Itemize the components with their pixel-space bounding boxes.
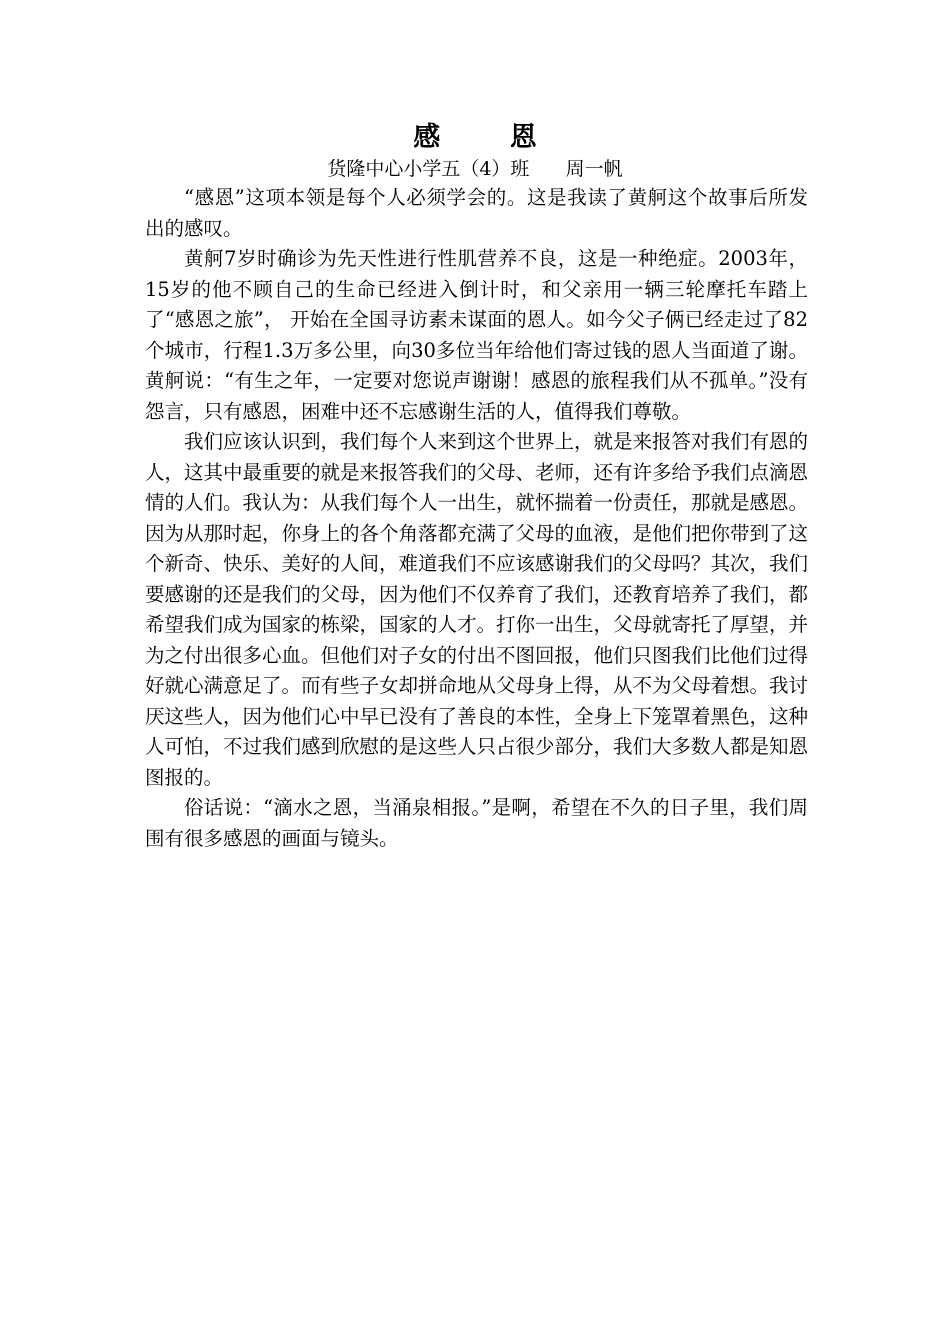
paragraph: 俗话说：“滴水之恩，当涌泉相报。”是啊，希望在不久的日子里，我们周围有很多感恩的画面与镜头。 — [145, 796, 808, 850]
paragraph: “感恩”这项本领是每个人必须学会的。这是我读了黄舸这个故事后所发出的感叹。 — [145, 186, 808, 240]
author-byline: 货隆中心小学五（4）班 周一帆 — [327, 158, 623, 180]
paragraph: 我们应该认识到，我们每个人来到这个世界上，就是来报答对我们有恩的人，这其中最重要的就是来报答我们的父母、老师，还有许多给予我们点滴恩情的人们。我认为：从我们每个人一出生，就怀揣着一份责任，那就是感恩。因为从那时起，你身上的各个角落都充满了父母的血液，是他们把你带到了这个新奇、快乐、美好的人间，难道我们不应该感谢我们的父母吗？其次，我们要感谢的还是我们的父母，因为他们不仅养育了我们，还教育培养了我们，都希望我们成为国家的栋梁，国家的人才。打你一出生，父母就寄托了厚望，并为之付出很多心血。但他们对子女的付出不图回报，他们只图我们比他们过得好就心满意足了。而有些子女却拼命地从父母身上得，从不为父母着想。我讨厌这些人，因为他们心中早已没有了善良的本性，全身上下笼罩着黑色，这种人可怕，不过我们感到欣慰的是这些人只占很少部分，我们大多数人都是知恩图报的。 — [145, 430, 809, 789]
paragraph: 黄舸7岁时确诊为先天性进行性肌营养不良，这是一种绝症。2003年，15岁的他不顾自己的生命已经进入倒计时，和父亲用一辆三轮摩托车踏上了“感恩之旅”， 开始在全国寻访素未谋面的恩人。如今父子俩已经走过了82个城市，行程1.3万多公里，向30多位当年给他们寄过钱的恩人当面道了谢。黄舸说：“有生之年，一定要对您说声谢谢！感恩的旅程我们从不孤单。”没有怨言，只有感恩，困难中还不忘感谢生活的人，值得我们尊敬。 — [145, 247, 808, 423]
essay-body — [145, 183, 808, 854]
document-title: 感 恩 — [413, 122, 567, 153]
